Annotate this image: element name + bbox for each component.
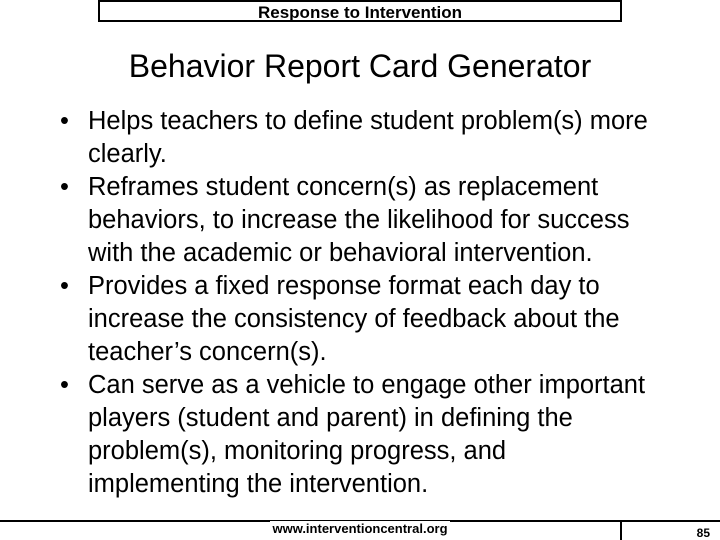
bullet-dot-icon: • [60,272,69,300]
bullet-text: Reframes student concern(s) as replacement behaviors, to increase the likelihood for success with the academic or behavioral intervention. [88,173,630,267]
page-number: 85 [696,526,710,540]
bullet-item [0,105,648,171]
bullet-item [0,171,648,270]
bullet-text: Provides a fixed response format each day to increase the consistency of feedback about the teacher’s concern(s). [88,272,620,366]
bullet-dot-icon: • [60,173,69,201]
bullet-text: Helps teachers to define student problem(s) more clearly. [88,107,648,168]
bullet-dot-icon: • [60,107,69,135]
header-bar [98,0,622,22]
bullet-item [0,369,648,501]
bullet-dot-icon: • [60,371,69,399]
bullet-text: Can serve as a vehicle to engage other important players (student and parent) in defining the problem(s), monitoring progress, and implementing the intervention. [88,371,646,498]
footer-url[interactable] [0,522,720,536]
slide-title: Behavior Report Card Generator [128,48,592,84]
bullet-list [0,105,720,501]
bullet-item [0,270,648,369]
header-title: Response to Intervention [257,3,463,22]
footer-url-text[interactable]: www.interventioncentral.org [272,521,448,536]
